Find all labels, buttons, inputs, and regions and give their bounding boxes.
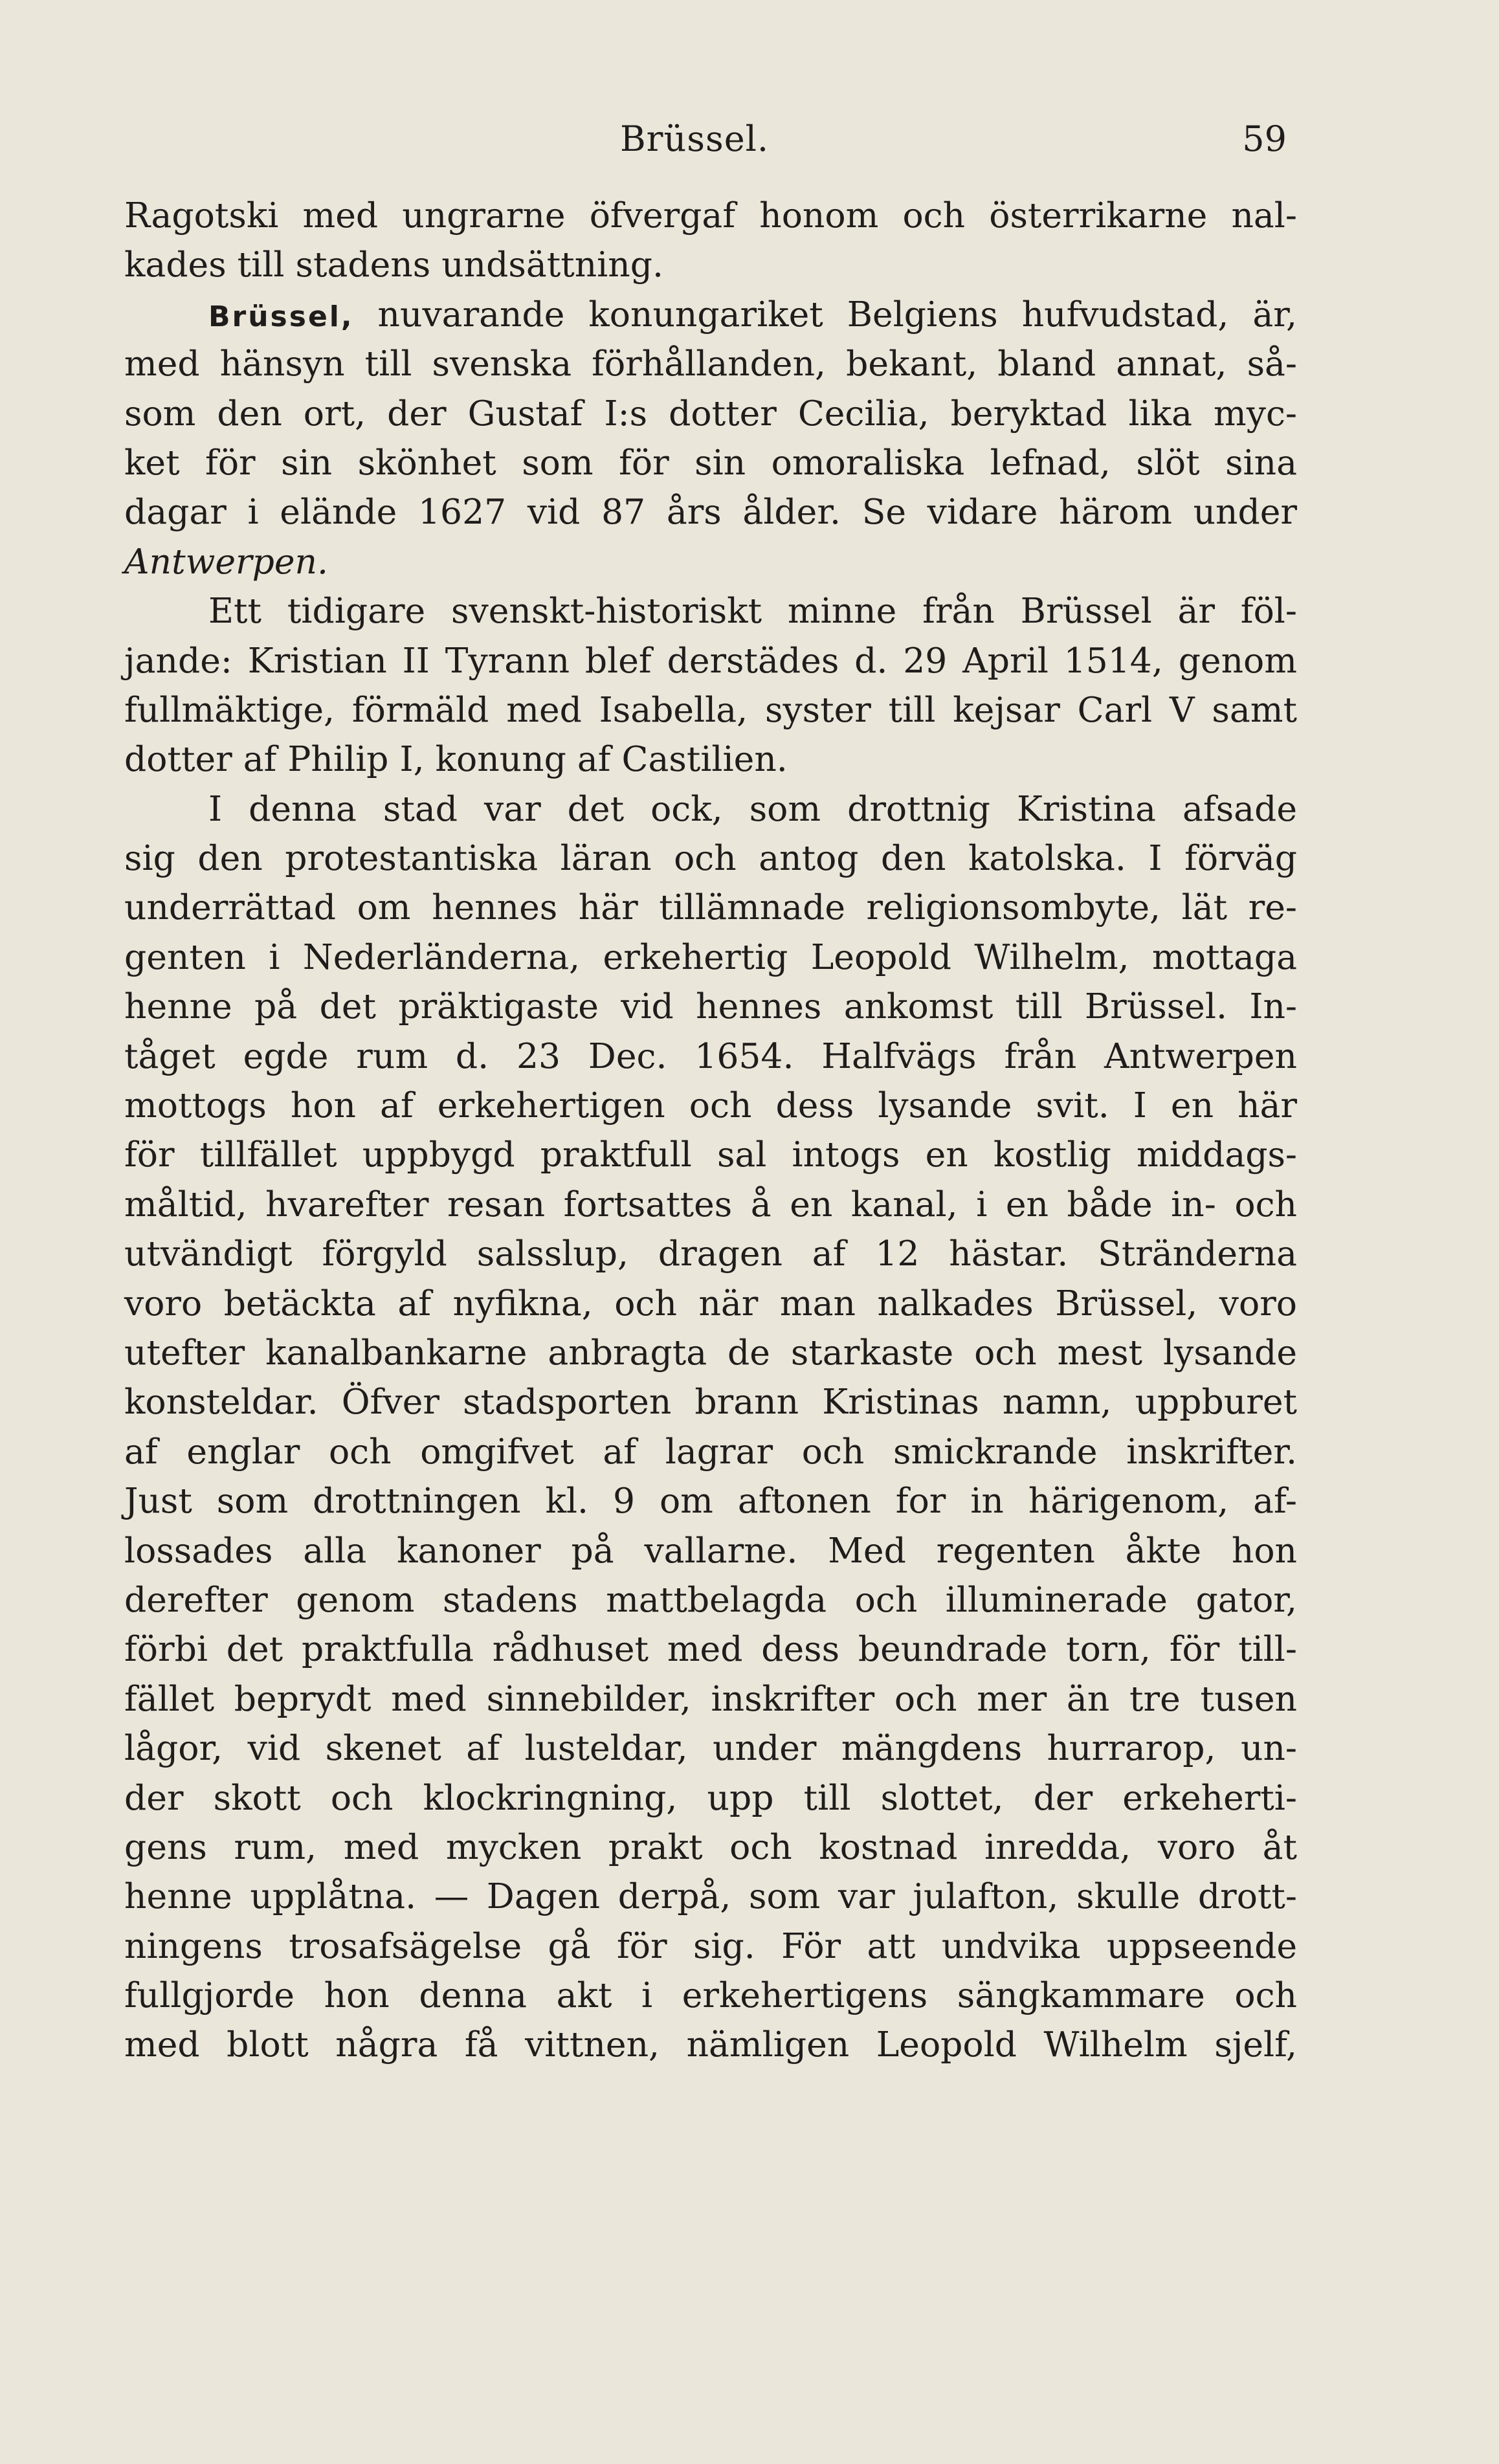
body-text — [124, 191, 1297, 2070]
text-line: gens rum, med mycken prakt och kostnad inredda, voro åt — [124, 1826, 1297, 1867]
text-line: mottogs hon af erkehertigen och dess lysande svit. I en här — [124, 1085, 1297, 1126]
text-line: dotter af Philip I, konung af Castilien. — [124, 738, 788, 780]
text-line: med blott några få vittnen, nämligen Leopold Wilhelm sjelf, — [124, 2024, 1297, 2065]
text-line: lågor, vid skenet af lusteldar, under mängdens hurrarop, un- — [124, 1727, 1297, 1769]
text-line: måltid, hvarefter resan fortsattes å en kanal, i en både in- och — [124, 1183, 1297, 1225]
entry-keyword: Brüssel, — [208, 300, 354, 333]
page-number: 59 — [1242, 118, 1287, 159]
text-line: Just som drottningen kl. 9 om aftonen for in härigenom, af- — [124, 1480, 1297, 1522]
text-line: fället beprydt med sinnebilder, inskrifter och mer än tre tusen — [124, 1678, 1297, 1719]
running-title: Brüssel. — [620, 118, 770, 159]
text-line: som den ort, der Gustaf I:s dotter Cecilia, beryktad lika myc- — [124, 392, 1297, 434]
text-line-remainder: nuvarande konungariket Belgiens hufvudstad, är, — [353, 293, 1297, 335]
text-line: voro betäckta af nyfikna, och när man nalkades Brüssel, voro — [124, 1282, 1297, 1324]
text-line: dagar i elände 1627 vid 87 års ålder. Se vidare härom under — [124, 491, 1297, 533]
text-line: för tillfället uppbygd praktfull sal intogs en kostlig middags- — [124, 1134, 1297, 1175]
text-line: Ett tidigare svenskt-historiskt minne från Brüssel är föl- — [208, 590, 1297, 632]
text-line: med hänsyn till svenska förhållanden, bekant, bland annat, så- — [124, 343, 1297, 384]
text-line: kades till stadens undsättning. — [124, 244, 663, 285]
text-line: tåget egde rum d. 23 Dec. 1654. Halfvägs från Antwerpen — [124, 1035, 1297, 1076]
text-line: derefter genom stadens mattbelagda och illuminerade gator, — [124, 1579, 1297, 1620]
text-line: underrättad om hennes här tillämnade religionsombyte, lät re- — [124, 887, 1297, 928]
text-line: utvändigt förgyld salsslup, dragen af 12 hästar. Stränderna — [124, 1233, 1297, 1274]
cross-reference: Antwerpen. — [124, 540, 328, 582]
text-line: jande: Kristian II Tyrann blef derstädes d. 29 April 1514, genom — [124, 639, 1297, 681]
text-line: utefter kanalbankarne anbragta de starkaste och mest lysande — [124, 1331, 1297, 1373]
text-line: Ragotski med ungrarne öfvergaf honom och österrikarne nal- — [124, 195, 1297, 236]
text-line: af englar och omgifvet af lagrar och smickrande inskrifter. — [124, 1430, 1297, 1472]
text-line — [124, 290, 1297, 339]
text-line: fullmäktige, förmäld med Isabella, syster till kejsar Carl V samt — [124, 689, 1297, 730]
text-line: genten i Nederländerna, erkehertig Leopold Wilhelm, mottaga — [124, 936, 1297, 977]
page-header — [620, 118, 1287, 164]
text-line: konsteldar. Öfver stadsporten brann Kristinas namn, uppburet — [124, 1381, 1297, 1423]
text-line: sig den protestantiska läran och antog den katolska. I förväg — [124, 838, 1297, 879]
text-line: henne upplåtna. — Dagen derpå, som var julafton, skulle drott- — [124, 1876, 1297, 1917]
text-line: henne på det präktigaste vid hennes ankomst till Brüssel. In- — [124, 986, 1297, 1027]
text-line: ningens trosafsägelse gå för sig. För att undvika uppseende — [124, 1925, 1297, 1966]
text-line: der skott och klockringning, upp till slottet, der erkeherti- — [124, 1777, 1297, 1818]
text-line: fullgjorde hon denna akt i erkehertigens sängkammare och — [124, 1975, 1297, 2016]
text-line: förbi det praktfulla rådhuset med dess beundrade torn, för till- — [124, 1628, 1297, 1670]
text-line: I denna stad var det ock, som drottnig Kristina afsade — [208, 788, 1297, 829]
text-line: lossades alla kanoner på vallarne. Med regenten åkte hon — [124, 1529, 1297, 1571]
text-line: ket för sin skönhet som för sin omoraliska lefnad, slöt sina — [124, 441, 1297, 483]
